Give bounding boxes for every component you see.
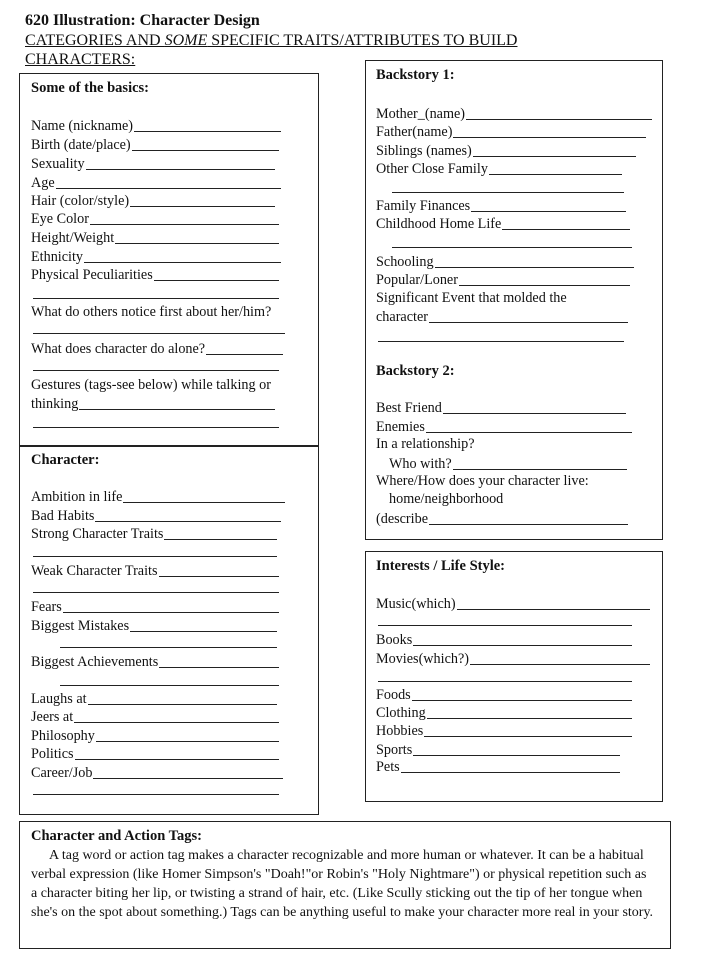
field-music[interactable]: [376, 595, 650, 613]
field-label: Sports: [376, 742, 413, 758]
field-foods[interactable]: [376, 686, 632, 704]
field-siblings[interactable]: [376, 142, 636, 160]
field-strong-traits[interactable]: [31, 525, 277, 543]
subtitle-part: SPECIFIC TRAITS/ATTRIBUTES TO BUILD: [207, 32, 518, 49]
field-schooling[interactable]: [376, 253, 634, 271]
field-label: Eye Color: [31, 211, 89, 227]
field-label: What does character do alone?: [31, 341, 206, 357]
field-ambition[interactable]: [31, 488, 285, 506]
backstory1-title: Backstory 1:: [376, 67, 455, 83]
blank-line[interactable]: [159, 576, 279, 577]
field-birth[interactable]: [31, 136, 279, 154]
blank-line[interactable]: [424, 736, 632, 737]
question-alone[interactable]: [31, 340, 283, 358]
field-career[interactable]: [31, 764, 283, 782]
blank-line[interactable]: [378, 681, 632, 682]
blank-line[interactable]: [60, 685, 279, 686]
field-label: Schooling: [376, 254, 434, 270]
field-label: Siblings (names): [376, 143, 472, 159]
blank-line[interactable]: [489, 174, 622, 175]
blank-line[interactable]: [470, 664, 650, 665]
blank-line[interactable]: [90, 224, 279, 225]
blank-line[interactable]: [115, 243, 279, 244]
blank-line[interactable]: [33, 592, 279, 593]
blank-line[interactable]: [134, 131, 281, 132]
blank-line[interactable]: [466, 119, 652, 120]
blank-line[interactable]: [164, 539, 277, 540]
field-label: Biggest Mistakes: [31, 618, 130, 634]
blank-line[interactable]: [429, 322, 628, 323]
page-header-title: 620 Illustration: Character Design: [25, 12, 260, 29]
blank-line[interactable]: [413, 645, 632, 646]
blank-line[interactable]: [378, 625, 632, 626]
field-label: Philosophy: [31, 728, 95, 744]
field-family-finances[interactable]: [376, 197, 626, 215]
field-eye-color[interactable]: [31, 210, 279, 228]
question-notice: What do others notice first about her/him?: [31, 304, 272, 320]
field-mother[interactable]: [376, 105, 652, 123]
blank-line[interactable]: [471, 211, 626, 212]
significant-event-label: Significant Event that molded the: [376, 290, 567, 306]
blank-line[interactable]: [84, 262, 281, 263]
blank-line[interactable]: [33, 370, 279, 371]
blank-line[interactable]: [33, 427, 279, 428]
field-pets[interactable]: [376, 758, 620, 776]
field-significant-event[interactable]: [376, 308, 628, 326]
field-best-friend[interactable]: [376, 399, 626, 417]
blank-line[interactable]: [63, 612, 279, 613]
blank-line[interactable]: [392, 192, 624, 193]
field-label: Physical Peculiarities: [31, 267, 153, 283]
field-label: Other Close Family: [376, 161, 488, 177]
field-hair[interactable]: [31, 192, 275, 210]
field-politics[interactable]: [31, 745, 279, 763]
field-ethnicity[interactable]: [31, 248, 281, 266]
blank-line[interactable]: [401, 772, 620, 773]
field-label: Pets: [376, 759, 400, 775]
field-thinking[interactable]: [31, 395, 275, 413]
field-biggest-achievements[interactable]: [31, 653, 279, 671]
field-weak-traits[interactable]: [31, 562, 279, 580]
field-describe[interactable]: [376, 510, 628, 528]
field-label: Popular/Loner: [376, 272, 458, 288]
field-sports[interactable]: [376, 741, 620, 759]
field-sexuality[interactable]: [31, 155, 275, 173]
field-label: Jeers at: [31, 709, 74, 725]
blank-line[interactable]: [33, 333, 285, 334]
field-who-with[interactable]: [389, 455, 627, 473]
interests-title: Interests / Life Style:: [376, 558, 505, 574]
field-enemies[interactable]: [376, 418, 632, 436]
blank-line[interactable]: [392, 247, 632, 248]
home-neighborhood-label: home/neighborhood: [389, 491, 504, 507]
blank-line[interactable]: [56, 188, 281, 189]
field-label: Age: [31, 175, 55, 191]
blank-line[interactable]: [502, 229, 630, 230]
blank-line[interactable]: [60, 647, 277, 648]
blank-line[interactable]: [33, 556, 277, 557]
blank-line[interactable]: [75, 759, 279, 760]
field-label: Hair (color/style): [31, 193, 130, 209]
field-label: Career/Job: [31, 765, 93, 781]
field-label: Hobbies: [376, 723, 424, 739]
blank-line[interactable]: [132, 150, 279, 151]
blank-line[interactable]: [378, 341, 624, 342]
blank-line[interactable]: [473, 156, 636, 157]
field-label: Books: [376, 632, 413, 648]
blank-line[interactable]: [159, 667, 279, 668]
page-header-subtitle: [25, 32, 517, 50]
field-label: Father(name): [376, 124, 453, 140]
field-label: Ambition in life: [31, 489, 123, 505]
field-label: character: [376, 309, 428, 325]
field-label: Weak Character Traits: [31, 563, 158, 579]
field-height-weight[interactable]: [31, 229, 279, 247]
blank-line[interactable]: [86, 169, 275, 170]
question-gestures: Gestures (tags-see below) while talking or: [31, 377, 271, 393]
backstory2-title: Backstory 2:: [376, 363, 455, 379]
blank-line[interactable]: [443, 413, 626, 414]
field-childhood-home[interactable]: [376, 215, 630, 233]
subtitle-part: CATEGORIES AND: [25, 32, 165, 49]
field-label: Foods: [376, 687, 411, 703]
field-label: Family Finances: [376, 198, 471, 214]
tags-paragraph: [31, 846, 656, 922]
field-label: thinking: [31, 396, 79, 412]
blank-line[interactable]: [96, 741, 279, 742]
blank-line[interactable]: [435, 267, 634, 268]
field-label: Clothing: [376, 705, 426, 721]
field-fears[interactable]: [31, 598, 279, 616]
blank-line[interactable]: [123, 502, 285, 503]
blank-line[interactable]: [206, 354, 283, 355]
field-label: Sexuality: [31, 156, 85, 172]
field-other-family[interactable]: [376, 160, 622, 178]
blank-line[interactable]: [95, 521, 281, 522]
blank-line[interactable]: [130, 631, 277, 632]
basics-title: Some of the basics:: [31, 80, 150, 96]
field-father[interactable]: [376, 123, 646, 141]
blank-line[interactable]: [459, 285, 630, 286]
tags-paragraph-text: A tag word or action tag makes a character recognizable and more human or whatever. It can be a habitual verbal expression (like Homer Simpson's "Doah!"or Robin's "Holy Nightmare") or physical repetition such as a character biting her lip, or twisting a strand of hair, etc. (Like Scully sticking out the tip of her tongue when she's on the spot about something.) Tags can be anything useful to make your character more real in your story.: [31, 848, 654, 920]
blank-line[interactable]: [79, 409, 275, 410]
blank-line[interactable]: [453, 469, 627, 470]
field-label: Birth (date/place): [31, 137, 131, 153]
field-label: Height/Weight: [31, 230, 115, 246]
field-label: Strong Character Traits: [31, 526, 164, 542]
page-header-subtitle-cont: CHARACTERS:: [25, 51, 136, 68]
tags-title: Character and Action Tags:: [31, 828, 202, 844]
blank-line[interactable]: [413, 755, 620, 756]
blank-line[interactable]: [453, 137, 646, 138]
field-movies[interactable]: [376, 650, 650, 668]
field-label: Laughs at: [31, 691, 87, 707]
field-bad-habits[interactable]: [31, 507, 281, 525]
field-name[interactable]: [31, 117, 281, 135]
blank-line[interactable]: [412, 700, 632, 701]
field-label: Ethnicity: [31, 249, 84, 265]
field-label: Name (nickname): [31, 118, 134, 134]
field-label: Movies(which?): [376, 651, 469, 667]
field-label: Childhood Home Life: [376, 216, 502, 232]
field-physical-peculiarities[interactable]: [31, 266, 279, 284]
blank-line[interactable]: [33, 298, 279, 299]
blank-line[interactable]: [457, 609, 650, 610]
field-label: Mother_(name): [376, 106, 466, 122]
blank-line[interactable]: [33, 794, 279, 795]
field-label: Fears: [31, 599, 62, 615]
field-books[interactable]: [376, 631, 632, 649]
relationship-label: In a relationship?: [376, 436, 475, 452]
blank-line[interactable]: [426, 432, 632, 433]
field-popular-loner[interactable]: [376, 271, 630, 289]
field-label: Politics: [31, 746, 74, 762]
blank-line[interactable]: [427, 718, 632, 719]
field-clothing[interactable]: [376, 704, 632, 722]
field-label: Bad Habits: [31, 508, 95, 524]
field-label: Enemies: [376, 419, 425, 435]
blank-line[interactable]: [88, 704, 277, 705]
field-laughs-at[interactable]: [31, 690, 277, 708]
blank-line[interactable]: [74, 722, 279, 723]
blank-line[interactable]: [429, 524, 628, 525]
field-label: Music(which): [376, 596, 456, 612]
field-label: Who with?: [389, 456, 452, 472]
field-jeers-at[interactable]: [31, 708, 279, 726]
field-biggest-mistakes[interactable]: [31, 617, 277, 635]
blank-line[interactable]: [154, 280, 279, 281]
field-label: Best Friend: [376, 400, 442, 416]
field-philosophy[interactable]: [31, 727, 279, 745]
blank-line[interactable]: [130, 206, 275, 207]
field-label: (describe: [376, 511, 428, 527]
character-title: Character:: [31, 452, 100, 468]
where-live-label: Where/How does your character live:: [376, 473, 589, 489]
blank-line[interactable]: [93, 778, 283, 779]
field-age[interactable]: [31, 174, 281, 192]
field-label: Biggest Achievements: [31, 654, 159, 670]
subtitle-emphasis: SOME: [164, 32, 208, 49]
field-hobbies[interactable]: [376, 722, 632, 740]
